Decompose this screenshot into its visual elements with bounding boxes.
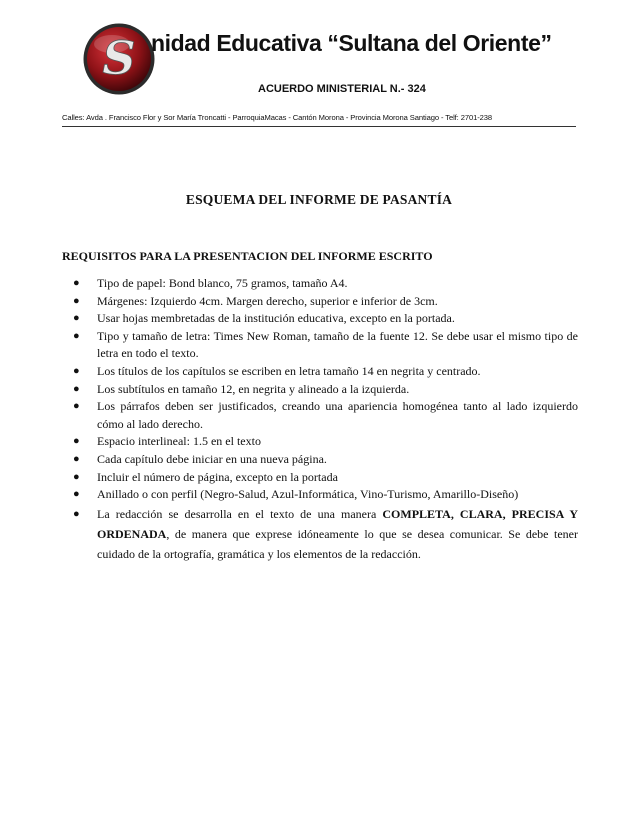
bullet-icon: ● <box>73 364 80 377</box>
bullet-icon: ● <box>73 312 80 325</box>
institution-logo <box>82 22 156 96</box>
bullet-icon: ● <box>73 382 80 395</box>
list-item-text: Incluir el número de página, excepto en la portada <box>97 469 338 484</box>
bullet-icon: ● <box>73 488 80 501</box>
list-item-text: Los párrafos deben ser justificados, creando una apariencia homogénea tanto al lado izquierdo cómo al lado derecho. <box>97 399 578 431</box>
list-item <box>62 363 578 381</box>
bullet-icon: ● <box>73 294 80 307</box>
list-item <box>62 451 578 469</box>
list-item <box>62 486 578 504</box>
list-item-text: Espacio interlineal: 1.5 en el texto <box>97 434 261 449</box>
list-item-text: Tipo y tamaño de letra: Times New Roman, tamaño de la fuente 12. Se debe usar el mismo tipo de letra en todo el texto. <box>97 328 578 361</box>
list-item <box>62 275 578 293</box>
list-item <box>62 398 578 433</box>
header-divider <box>62 126 576 127</box>
list-item-text: Anillado o con perfil (Negro-Salud, Azul-Informática, Vino-Turismo, Amarillo-Diseño) <box>97 487 519 502</box>
list-item <box>62 504 578 564</box>
logo-letter: S <box>102 31 136 85</box>
emphasis-text: COMPLETA, CLARA, PRECISA Y ORDENADA <box>97 506 578 541</box>
list-item-text: Los títulos de los capítulos se escriben en letra tamaño 14 en negrita y centrado. <box>97 363 481 378</box>
list-item-text: Usar hojas membretadas de la institución educativa, excepto en la portada. <box>97 311 455 326</box>
institution-address: Calles: Avda . Francisco Flor y Sor María Troncatti - ParroquiaMacas - Cantón Morona - Provincia Morona Santiago - Telf: 2701-238 <box>62 113 492 122</box>
list-item-text: Tipo de papel: Bond blanco, 75 gramos, tamaño A4. <box>97 276 348 290</box>
section-heading: REQUISITOS PARA LA PRESENTACION DEL INFORME ESCRITO <box>62 249 433 263</box>
institution-name: nidad Educativa “Sultana del Oriente” <box>151 30 552 56</box>
list-item-text: Los subtítulos en tamaño 12, en negrita y alineado a la izquierda. <box>97 381 410 396</box>
bullet-icon: ● <box>73 329 80 342</box>
list-item <box>62 381 578 399</box>
list-item <box>62 293 578 311</box>
requirements-list <box>62 275 578 564</box>
ministerial-agreement: ACUERDO MINISTERIAL N.- 324 <box>258 83 426 95</box>
list-item <box>62 469 578 487</box>
bullet-icon: ● <box>73 452 80 465</box>
list-item-text: , de manera que exprese idóneamente lo que se desea comunicar. Se debe tener cuidado de la ortografía, gramática y los elementos de la redacción. <box>97 526 578 561</box>
list-item <box>62 310 578 328</box>
bullet-icon: ● <box>73 435 80 448</box>
list-item-text: Márgenes: Izquierdo 4cm. Margen derecho, superior e inferior de 3cm. <box>97 293 438 308</box>
bullet-icon: ● <box>73 277 80 289</box>
bullet-icon: ● <box>73 400 80 413</box>
bullet-icon: ● <box>73 507 80 520</box>
list-item-text: La redacción se desarrolla en el texto de una manera <box>97 506 383 521</box>
list-item-text: Cada capítulo debe iniciar en una nueva página. <box>97 451 327 466</box>
document-title: ESQUEMA DEL INFORME DE PASANTÍA <box>185 192 453 207</box>
list-item <box>62 328 578 363</box>
bullet-icon: ● <box>73 470 80 483</box>
list-item <box>62 433 578 451</box>
